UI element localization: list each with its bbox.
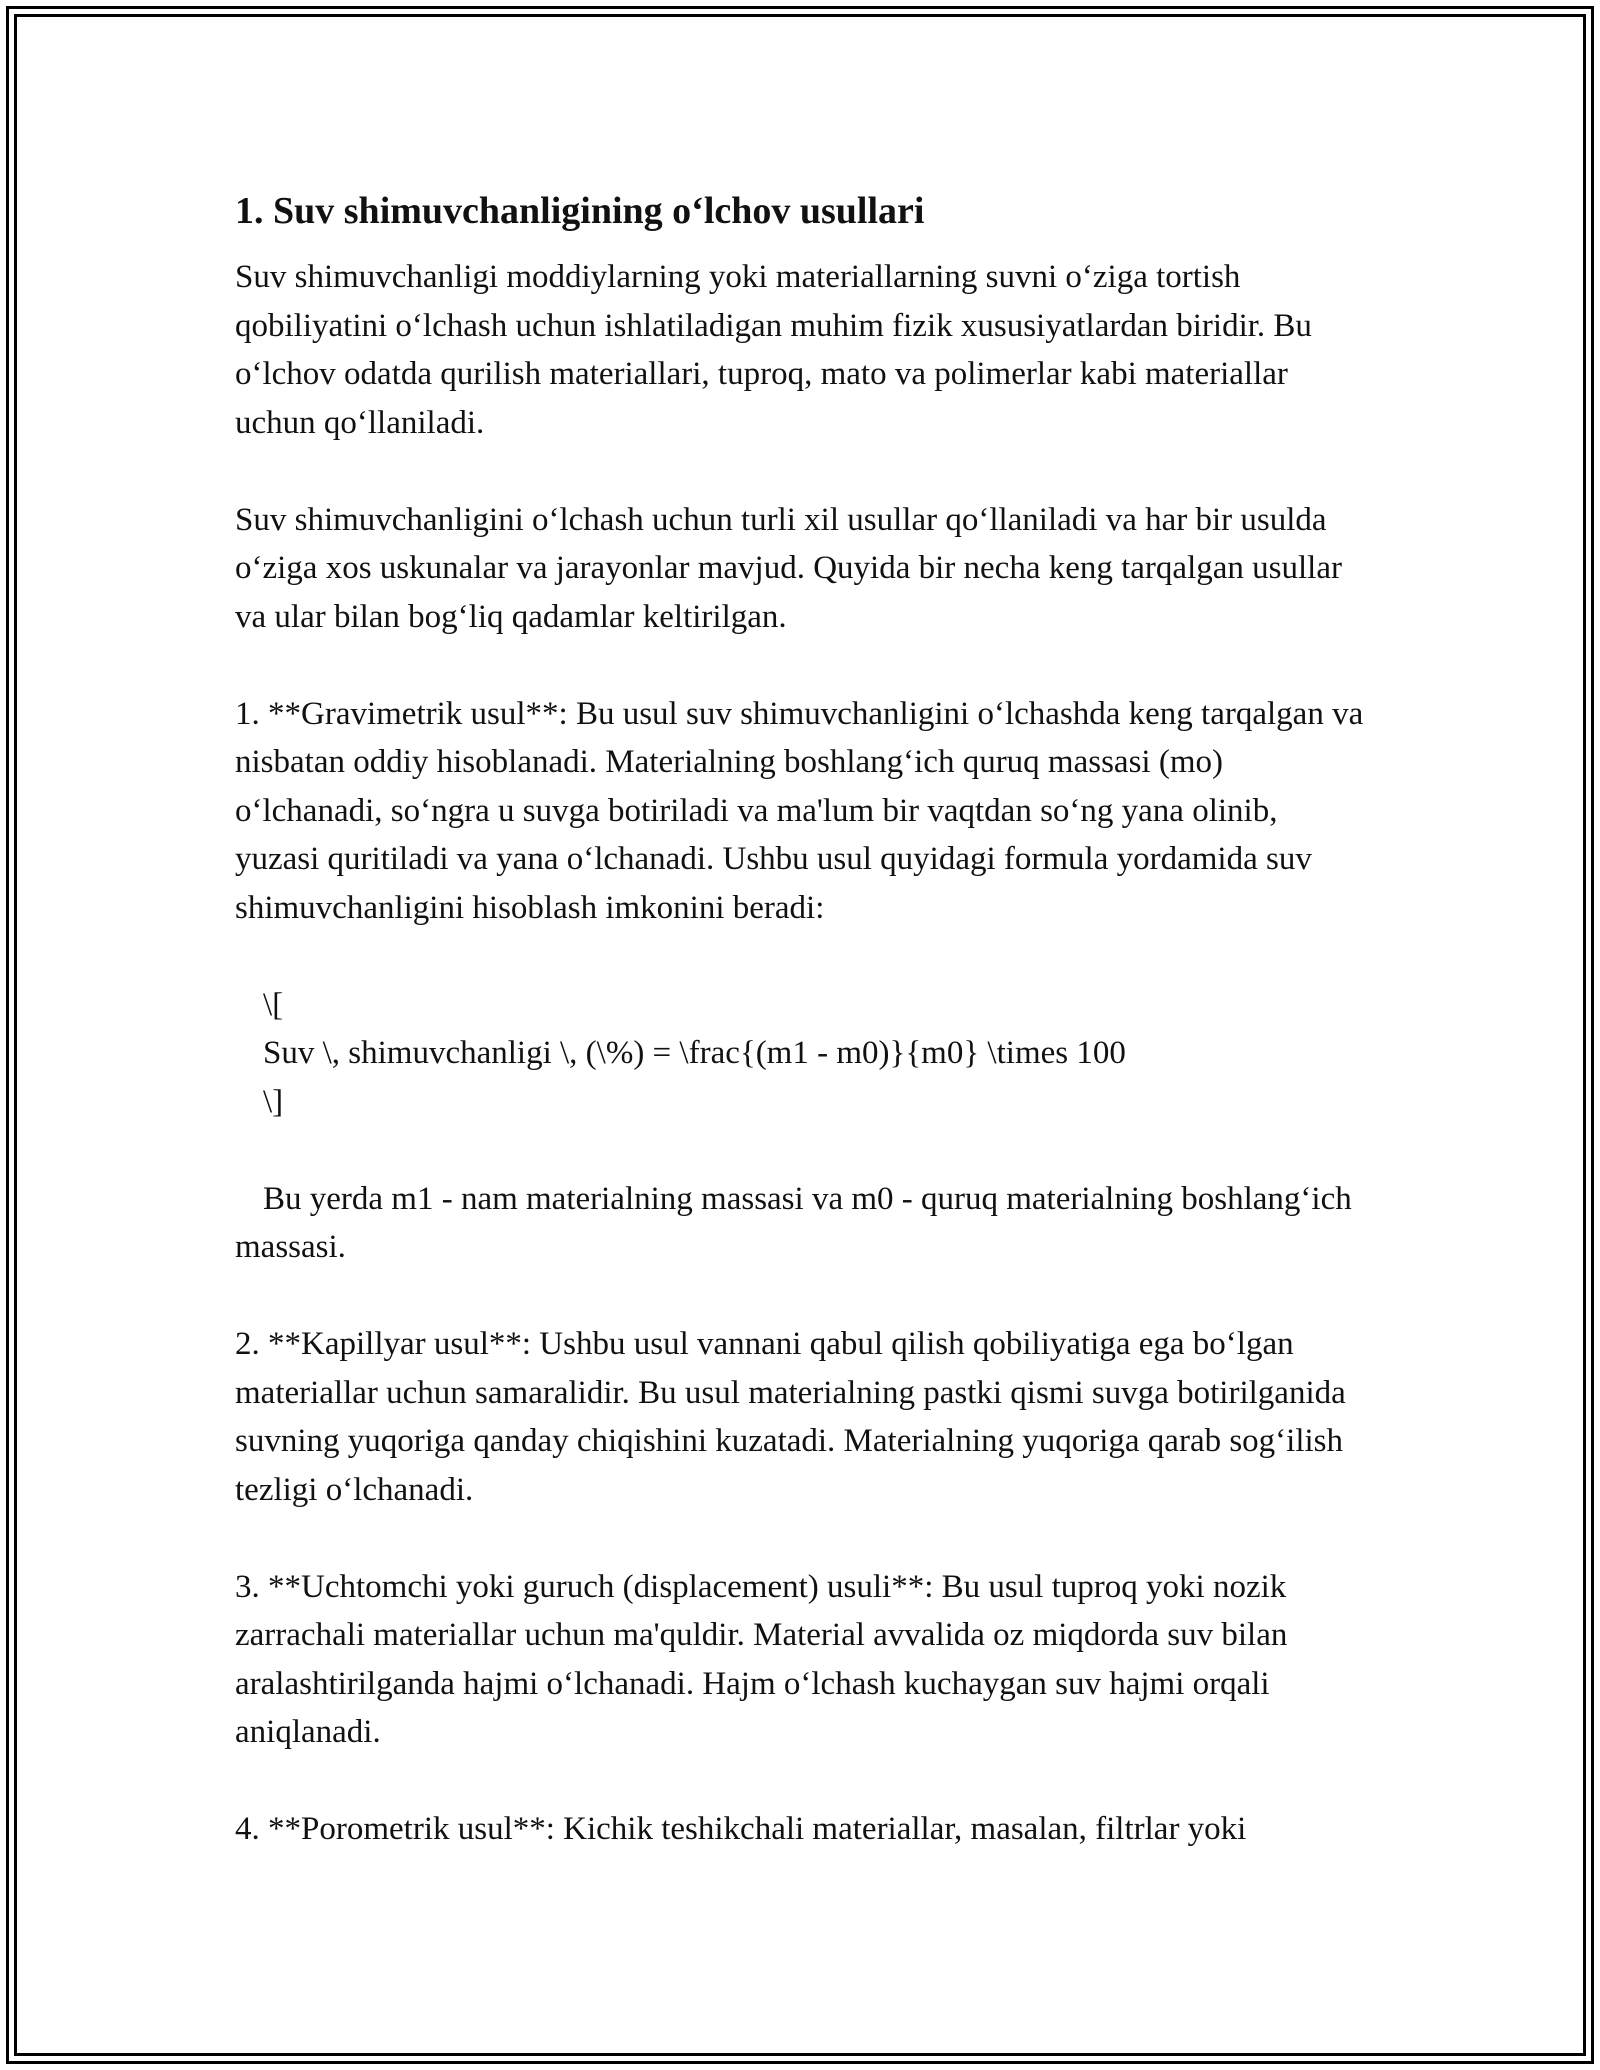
method-porometric-paragraph: 4. **Porometrik usul**: Kichik teshikchali materiallar, masalan, filtrlar yoki [235,1811,1247,1847]
formula-block [235,981,1365,1127]
method-capillary-paragraph: 2. **Kapillyar usul**: Ushbu usul vannani qabul qilish qobiliyatiga ega bo‘lgan materiallar uchun samaralidir. Bu usul materialning pastki qismi suvga botirilganida suvning yuqoriga qanday chiqishini kuzatadi. Materialning yuqoriga qarab sog‘ilish tezligi o‘lchanadi. [235,1326,1346,1508]
method-displacement-paragraph: 3. **Uchtomchi yoki guruch (displacement) usuli**: Bu usul tuproq yoki nozik zarrachali materiallar uchun ma'quldir. Material avvalida oz miqdorda suv bilan aralashtirilganda hajmi o‘lchanadi. Hajm o‘lchash kuchaygan suv hajmi orqali aniqlanadi. [235,1568,1288,1750]
intro-paragraph-1: Suv shimuvchanligi moddiylarning yoki materiallarning suvni o‘ziga tortish qobiliyatini o‘lchash uchun ishlatiladigan muhim fizik xususiyatlardan biridir. Bu o‘lchov odatda qurilish materiallari, tuproq, mato va polimerlar kabi materiallar uchun qo‘llaniladi. [235,259,1312,441]
formula-explanation-paragraph: Bu yerda m1 - nam materialning massasi va m0 - quruq materialning boshlang‘ich massasi. [235,1180,1352,1265]
document-body [235,185,1365,1902]
formula-body: Suv \, shimuvchanligi \, (\%) = \frac{(m1 - m0)}{m0} \times 100 [263,1035,1126,1071]
intro-paragraph-2: Suv shimuvchanligini o‘lchash uchun turli xil usullar qo‘llaniladi va har bir usulda o‘ziga xos uskunalar va jarayonlar mavjud. Quyida bir necha keng tarqalgan usullar va ular bilan bog‘liq qadamlar keltirilgan. [235,501,1342,635]
section-heading: 1. Suv shimuvchanligining o‘lchov usullari [235,190,925,232]
formula-close: \] [263,1083,284,1120]
method-gravimetric-paragraph: 1. **Gravimetrik usul**: Bu usul suv shimuvchanligini o‘lchashda keng tarqalgan va nisbatan oddiy hisoblanadi. Materialning boshlang‘ich quruq massasi (mo) o‘lchanadi, so‘ngra u suvga botiriladi va ma'lum bir vaqtdan so‘ng yana olinib, yuzasi quritiladi va yana o‘lchanadi. Ushbu usul quyidagi formula yordamida suv shimuvchanligini hisoblash imkonini beradi: [235,695,1364,926]
formula-open: \[ [263,986,284,1023]
